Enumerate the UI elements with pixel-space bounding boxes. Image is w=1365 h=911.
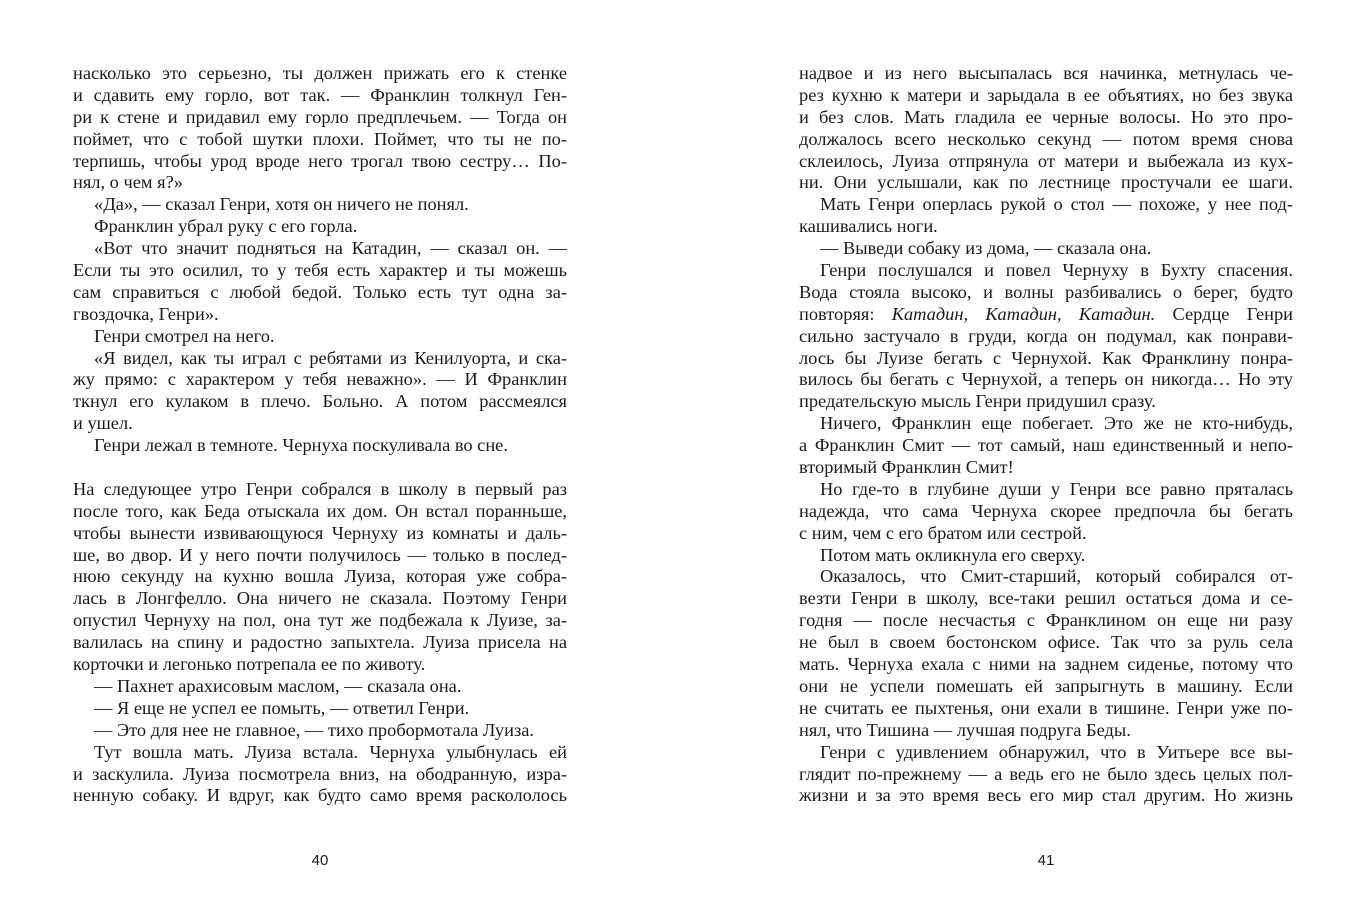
text-line: «Я видел, как ты играл с ребятами из Кенилуорта, и ска- xyxy=(94,347,567,368)
text-line: а Франклин Смит — тот самый, наш единственный и непо- xyxy=(799,435,1293,456)
text-line: и сдавить ему горло, вот так. — Франклин толкнул Ген- xyxy=(73,84,567,105)
right-page xyxy=(799,0,1293,911)
text-line: — Пахнет арахисовым маслом, — сказала она. xyxy=(94,675,462,696)
text-line: нял, о чем я?» xyxy=(73,172,183,193)
text-line: Если ты это осилил, то у тебя есть характер и ты можешь xyxy=(73,260,567,281)
section-break xyxy=(73,457,567,479)
text-line: Вода стояла высоко, и волны разбивались о берег, будто xyxy=(799,281,1293,302)
text-line: чтобы вынести извивающуюся Чернуху из комнаты и даль- xyxy=(73,522,567,543)
text-line: корточки и легонько потрепала ее по животу. xyxy=(73,654,426,675)
text-line: повторяя: Катадин, Катадин, Катадин. Сердце Генри xyxy=(799,303,1293,324)
text-line: вторимый Франклин Смит! xyxy=(799,457,1014,478)
text-line: Потом мать окликнула его сверху. xyxy=(820,544,1086,565)
text-line: после того, как Беда отыскала их дом. Он встал поранньше, xyxy=(73,500,567,521)
text-line: ненную собаку. И вдруг, как будто само время раскололось xyxy=(73,785,567,806)
text-line: с ним, чем с его братом или сестрой. xyxy=(799,522,1087,543)
text-line: «Да», — сказал Генри, хотя он ничего не понял. xyxy=(94,194,469,215)
text-line: и ушел. xyxy=(73,413,133,434)
text-line: терпишь, чтобы урод вроде него трогал твою сестру… По- xyxy=(73,150,567,171)
text-line: «Вот что значит подняться на Катадин, — сказал он. — xyxy=(94,238,567,259)
text-line: глядит по-прежнему — а ведь его не было здесь целых пол- xyxy=(799,763,1293,784)
text-line: надежда, что сама Чернуха скорее предпочла бы бегать xyxy=(799,500,1293,521)
text-line: Франклин убрал руку с его горла. xyxy=(94,216,358,237)
text-line: должалось всего несколько секунд — потом время снова xyxy=(799,128,1293,149)
text-line: надвое и из него высыпалась вся начинка, метнулась че- xyxy=(799,63,1293,83)
text-line: Генри смотрел на него. xyxy=(94,325,275,346)
text-line: лось бы Луизе бегать с Чернухой. Как Франклину понра- xyxy=(799,347,1293,368)
text-line: Генри лежал в темноте. Чернуха поскуливала во сне. xyxy=(94,435,508,456)
text-line: Ничего, Франклин еще побегает. Это же не кто-нибудь, xyxy=(820,413,1293,434)
text-line: Генри послушался и повел Чернуху в Бухту спасения. xyxy=(820,260,1293,281)
text-line: сильно застучало в груди, когда он подумал, как понрави- xyxy=(799,325,1293,346)
text-line: годня — после несчастья с Франклином он еще ни разу xyxy=(799,610,1293,631)
text-line: Генри с удивлением обнаружил, что в Уитьере все вы- xyxy=(820,741,1293,762)
text-line: поймет, что с тобой шутки плохи. Поймет, что ты не по- xyxy=(73,128,567,149)
right-page-number: 41 xyxy=(1037,852,1055,869)
text-line: Оказалось, что Смит-старший, который собирался от- xyxy=(820,566,1293,587)
text-line: и без слов. Мать гладила ее черные волосы. Но это про- xyxy=(799,106,1293,127)
text-line: они не успели помешать ей запрыгнуть в машину. Если xyxy=(799,675,1293,696)
text-line: Тут вошла мать. Луиза встала. Чернуха улыбнулась ей xyxy=(94,741,567,762)
left-page-number: 40 xyxy=(311,852,329,869)
text-line: нюю секунду на кухню вошла Луиза, которая уже собра- xyxy=(73,566,567,587)
text-line: насколько это серьезно, ты должен прижать его к стенке xyxy=(73,63,567,83)
text-line: гвоздочка, Генри». xyxy=(73,303,219,324)
text-line: жу прямо: с характером у тебя неважно». — И Франклин xyxy=(73,369,567,390)
text-line: — Это для нее не главное, — тихо пробормотала Луиза. xyxy=(94,719,534,740)
text-line: — Я еще не успел ее помыть, — ответил Генри. xyxy=(94,697,470,718)
text-line: везти Генри в школу, все-таки решил остаться дома и се- xyxy=(799,588,1293,609)
text-line: кашивались ноги. xyxy=(799,216,938,237)
text-line: Но где-то в глубине души у Генри все равно пряталась xyxy=(820,478,1293,499)
text-line: предательскую мысль Генри придушил сразу. xyxy=(799,391,1156,412)
text-line: и заскулила. Луиза посмотрела вниз, на ободранную, изра- xyxy=(73,763,567,784)
text-line: опустил Чернуху на пол, она тут же подбежала к Луизе, за- xyxy=(73,610,567,631)
text-line: лась в Лонгфелло. Она ничего не сказала. Поэтому Генри xyxy=(73,588,567,609)
text-line: жизни и за это время весь его мир стал другим. Но жизнь xyxy=(799,785,1293,806)
left-page-text xyxy=(73,63,567,807)
text-line: мать. Чернуха ехала с ними на заднем сиденье, потому что xyxy=(799,654,1293,675)
text-line: склеилось, Луиза отпрянула от матери и выбежала из кух- xyxy=(799,150,1293,171)
left-page xyxy=(73,0,567,911)
text-line: вилось бы бегать с Чернухой, а теперь он никогда… Но эту xyxy=(799,369,1293,390)
text-line: нял, что Тишина — лучшая подруга Беды. xyxy=(799,719,1131,740)
text-line: сам справиться с любой бедой. Только есть тут одна за- xyxy=(73,281,567,302)
text-line: рез кухню к матери и зарыдала в ее объятиях, но без звука xyxy=(799,84,1293,105)
text-line: На следующее утро Генри собрался в школу в первый раз xyxy=(73,478,567,499)
text-line: ри к стене и придавил ему горло предплечьем. — Тогда он xyxy=(73,106,567,127)
text-line: — Выведи собаку из дома, — сказала она. xyxy=(820,238,1152,259)
text-line: не был в своем бостонском офисе. Так что за руль села xyxy=(799,632,1293,653)
text-line: ткнул его кулаком в плечо. Больно. А потом рассмеялся xyxy=(73,391,567,412)
text-line: валилась на спину и радостно запыхтела. Луиза присела на xyxy=(73,632,567,653)
text-line: ни. Они услышали, как по лестнице простучали ее шаги. xyxy=(799,172,1293,193)
text-line: Мать Генри оперлась рукой о стол — похоже, у нее под- xyxy=(820,194,1293,215)
right-page-text xyxy=(799,63,1293,807)
text-line: не считать ее пыхтенья, они ехали в тишине. Генри уже по- xyxy=(799,697,1293,718)
text-line: ше, во двор. И у него почти получилось — только в послед- xyxy=(73,544,567,565)
